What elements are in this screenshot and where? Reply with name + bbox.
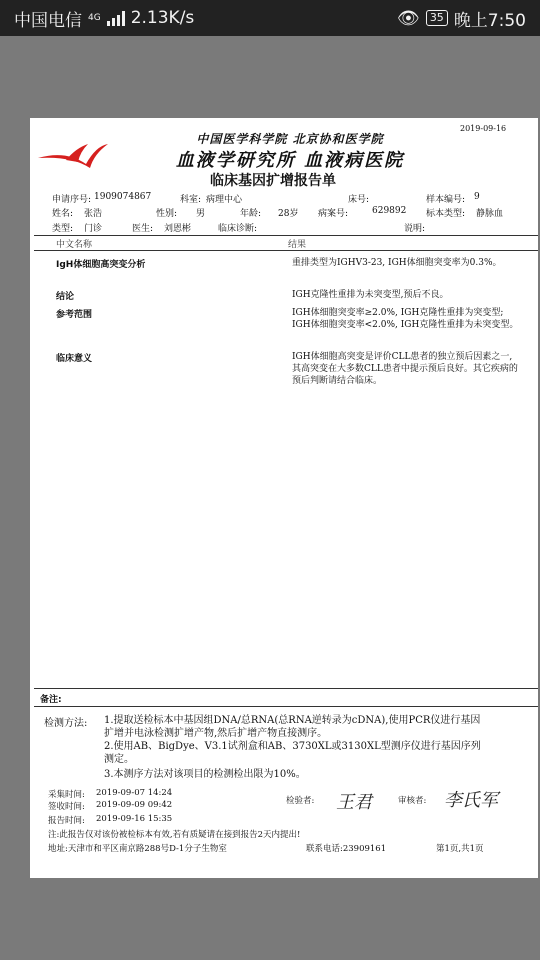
row-value-reference: IGH体细胞突变率≥2.0%, IGH克隆性重排为突变型; IGH体细胞突变率<2.0%, IGH克隆性重排为未突变型。 (292, 308, 519, 330)
column-header-name: 中文名称 (56, 240, 93, 250)
visit-type: 门诊 (84, 224, 103, 234)
case-no: 629892 (372, 206, 407, 216)
dept-label: 科室: (180, 195, 202, 205)
hospital-name: 血液学研究所 血液病医院 (175, 150, 405, 171)
bed-label: 床号: (348, 195, 370, 205)
receive-time-label: 签收时间: (48, 802, 85, 812)
note-label: 备注: (40, 695, 62, 705)
reviewer-label: 审核者: (398, 796, 427, 806)
name-label: 姓名: (52, 209, 74, 219)
divider (34, 688, 538, 689)
doctor: 刘恩彬 (164, 224, 192, 234)
network-speed: 2.13K/s (130, 8, 195, 28)
eye-icon: 👁 (396, 7, 420, 29)
battery-icon: 35 (426, 10, 448, 26)
report-page[interactable] (30, 118, 538, 878)
row-value-significance: IGH体细胞高突变是评价CLL患者的独立预后因素之一,其高突变在大多数CLL患者中提示预后良好。其它疾病的预后判断请结合临床。 (292, 352, 518, 386)
row-label-reference: 参考范围 (56, 310, 93, 320)
collect-time: 2019-09-07 14:24 (96, 788, 173, 798)
row-value-ighv: 重排类型为IGHV3-23, IGH体细胞突变率为0.3%。 (292, 258, 502, 268)
receive-time: 2019-09-09 09:42 (96, 800, 173, 810)
diagnosis-label: 临床诊断: (218, 224, 258, 234)
method-step-2: 2.使用AB、BigDye、V3.1试剂盒和AB、3730XL或3130XL型测序仪进行基因序列测定。 (104, 741, 481, 765)
row-value-conclusion: IGH克隆性重排为未突变型,预后不良。 (292, 290, 449, 300)
method-step-1: 1.提取送检标本中基因组DNA/总RNA(总RNA逆转录为cDNA),使用PCR仪进行基因扩增并电泳检测扩增产物,然后扩增产物直接测序。 (104, 715, 481, 739)
divider (34, 250, 538, 251)
hospital-logo (36, 140, 110, 170)
network-type: 4G (88, 12, 101, 23)
print-date: 2019-09-16 (460, 124, 507, 133)
page-number: 第1页,共1页 (436, 844, 484, 854)
application-no-label: 申请序号: (52, 195, 92, 205)
doctor-label: 医生: (132, 224, 154, 234)
age-label: 年龄: (240, 209, 262, 219)
institution-name: 中国医学科学院 北京协和医学院 (196, 132, 384, 146)
method-label: 检测方法: (44, 718, 88, 729)
sex-label: 性别: (156, 209, 178, 219)
clock: 晚上7:50 (453, 10, 526, 31)
patient-name: 张浩 (84, 209, 103, 219)
reviewer-signature: 李氏军 (444, 790, 498, 811)
sample-type: 静脉血 (476, 209, 504, 219)
report-time-label: 报告时间: (48, 816, 85, 826)
sample-no-label: 样本编号: (426, 195, 466, 205)
case-no-label: 病案号: (318, 209, 349, 219)
report-title: 临床基因扩增报告单 (210, 173, 336, 189)
checker-signature: 王君 (336, 792, 372, 813)
sample-type-label: 标本类型: (426, 209, 466, 219)
footnote: 注:此报告仅对该份被检标本有效,若有质疑请在接到报告2天内提出! (48, 830, 301, 840)
type-label: 类型: (52, 224, 74, 234)
checker-label: 检验者: (286, 796, 315, 806)
address: 地址:天津市和平区南京路288号D-1分子生物室 (48, 844, 227, 854)
age: 28岁 (278, 209, 299, 219)
method-step-3: 3.本测序方法对该项目的检测检出限为10%。 (104, 769, 306, 780)
sample-no: 9 (474, 192, 480, 202)
remark-label: 说明: (404, 224, 426, 234)
dept: 病理中心 (206, 195, 243, 205)
divider (34, 706, 538, 707)
divider (34, 235, 538, 236)
application-no: 1909074867 (94, 192, 152, 202)
column-header-result: 结果 (288, 240, 307, 250)
phone: 联系电话:23909161 (306, 844, 387, 854)
status-bar (0, 0, 540, 36)
row-label-significance: 临床意义 (56, 354, 93, 364)
row-label-conclusion: 结论 (56, 292, 75, 302)
collect-time-label: 采集时间: (48, 790, 85, 800)
sex: 男 (196, 209, 206, 219)
row-label-ighv: IgH体细胞高突变分析 (56, 260, 146, 270)
signal-icon (107, 10, 125, 26)
report-time: 2019-09-16 15:35 (96, 814, 173, 824)
carrier-label: 中国电信 (14, 10, 82, 31)
